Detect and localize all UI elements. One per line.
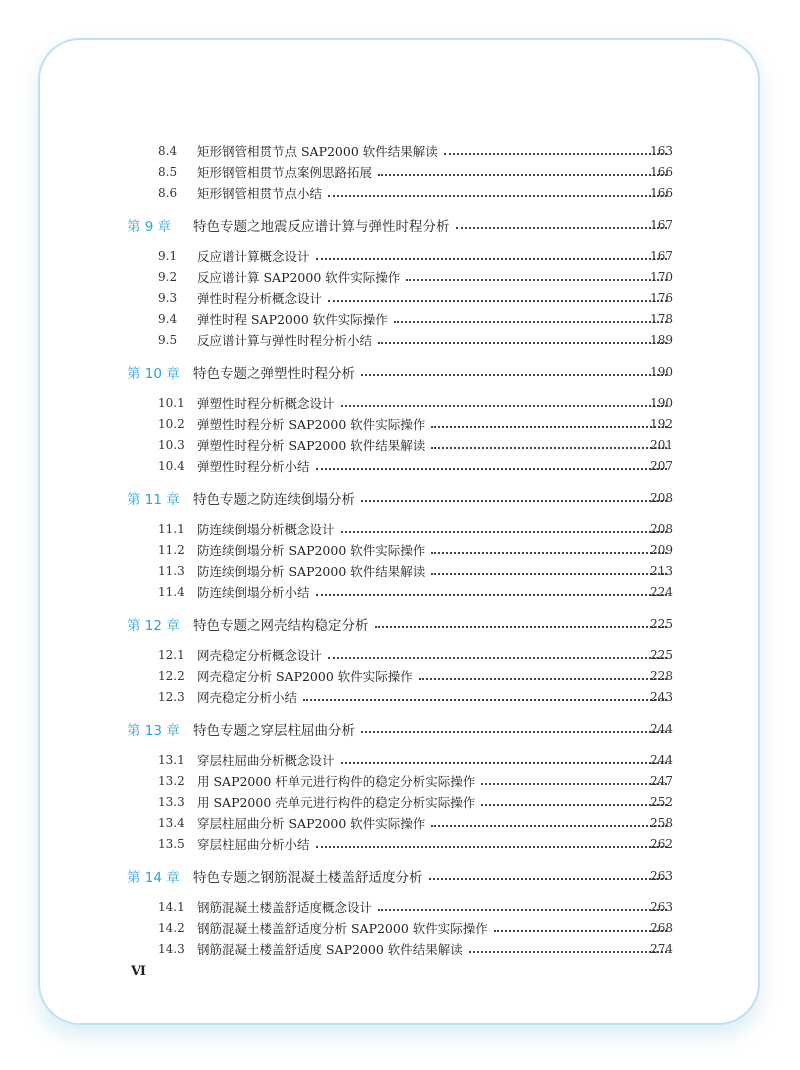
entry-page: 224 xyxy=(650,585,673,599)
entry-number: 9.5 xyxy=(158,333,178,347)
entry-number: 第 12 章 xyxy=(127,618,180,634)
entry-page: 213 xyxy=(650,564,673,578)
entry-title: 防连续倒塌分析 SAP2000 软件结果解读 xyxy=(197,564,426,579)
entry-title: 特色专题之穿层柱屈曲分析 xyxy=(193,723,355,739)
dot-leader xyxy=(316,846,667,848)
entry-page: 166 xyxy=(650,165,673,179)
toc-chapter-entry[interactable] xyxy=(0,362,800,382)
dot-leader xyxy=(456,227,668,229)
entry-title: 钢筋混凝土楼盖舒适度分析 SAP2000 软件实际操作 xyxy=(197,921,488,936)
entry-title-wrap xyxy=(197,835,673,853)
entry-number: 8.5 xyxy=(158,165,178,179)
entry-page: 263 xyxy=(650,900,673,914)
entry-page: 207 xyxy=(650,459,673,473)
entry-title-wrap xyxy=(197,184,673,202)
entry-page: 252 xyxy=(650,795,673,809)
entry-title-wrap xyxy=(197,688,673,706)
entry-number: 13.4 xyxy=(158,816,185,830)
entry-title-wrap xyxy=(193,719,673,739)
entry-title: 穿层柱屈曲分析小结 xyxy=(197,837,310,852)
entry-title: 弹性时程 SAP2000 软件实际操作 xyxy=(197,312,388,327)
entry-page: 225 xyxy=(650,617,673,631)
entry-title: 特色专题之防连续倒塌分析 xyxy=(193,492,355,508)
dot-leader xyxy=(431,825,667,827)
dot-leader xyxy=(378,342,667,344)
entry-title: 用 SAP2000 壳单元进行构件的稳定分析实际操作 xyxy=(197,795,476,810)
entry-number: 10.4 xyxy=(158,459,185,473)
entry-title-wrap xyxy=(197,310,673,328)
entry-number: 11.4 xyxy=(158,585,185,599)
entry-title-wrap xyxy=(193,215,673,235)
entry-page: 244 xyxy=(650,753,673,767)
entry-title: 特色专题之钢筋混凝土楼盖舒适度分析 xyxy=(193,870,423,886)
entry-title: 矩形钢管相贯节点小结 xyxy=(197,186,323,201)
dot-leader xyxy=(316,468,667,470)
entry-page: 263 xyxy=(650,869,673,883)
entry-page: 228 xyxy=(650,669,673,683)
dot-leader xyxy=(361,374,667,376)
entry-title: 网壳稳定分析 SAP2000 软件实际操作 xyxy=(197,669,413,684)
entry-title-wrap xyxy=(197,247,673,265)
entry-page: 167 xyxy=(650,218,673,232)
dot-leader xyxy=(361,500,667,502)
dot-leader xyxy=(341,531,667,533)
entry-title: 反应谱计算概念设计 xyxy=(197,249,310,264)
toc-section-entry[interactable] xyxy=(0,666,800,686)
dot-leader xyxy=(444,153,667,155)
entry-title-wrap xyxy=(197,646,673,664)
entry-title-wrap xyxy=(197,919,673,937)
toc-chapter-entry[interactable] xyxy=(0,866,800,886)
dot-leader xyxy=(341,405,667,407)
entry-number: 12.3 xyxy=(158,690,185,704)
entry-title-wrap xyxy=(197,268,673,286)
entry-title-wrap xyxy=(197,793,673,811)
entry-title-wrap xyxy=(197,289,673,307)
entry-page: 244 xyxy=(650,722,673,736)
entry-title-wrap xyxy=(197,520,673,538)
entry-title-wrap xyxy=(197,142,673,160)
entry-title-wrap xyxy=(197,331,673,349)
entry-number: 13.2 xyxy=(158,774,185,788)
entry-title: 特色专题之地震反应谱计算与弹性时程分析 xyxy=(193,219,450,235)
entry-page: 201 xyxy=(650,438,673,452)
entry-page: 209 xyxy=(650,543,673,557)
entry-title-wrap xyxy=(197,436,673,454)
dot-leader xyxy=(406,279,667,281)
entry-title: 防连续倒塌分析小结 xyxy=(197,585,310,600)
dot-leader xyxy=(328,300,667,302)
entry-number: 11.1 xyxy=(158,522,185,536)
toc-section-entry[interactable] xyxy=(0,561,800,581)
entry-title-wrap xyxy=(193,866,673,886)
toc-section-entry[interactable] xyxy=(0,519,800,539)
entry-title: 反应谱计算与弹性时程分析小结 xyxy=(197,333,373,348)
toc-section-entry[interactable] xyxy=(0,183,800,203)
entry-title-wrap xyxy=(197,814,673,832)
dot-leader xyxy=(431,552,667,554)
toc-section-entry[interactable] xyxy=(0,750,800,770)
toc-section-entry[interactable] xyxy=(0,834,800,854)
entry-number: 第 9 章 xyxy=(127,219,172,235)
entry-title-wrap xyxy=(197,940,673,958)
entry-page: 163 xyxy=(650,144,673,158)
entry-title: 特色专题之弹塑性时程分析 xyxy=(193,366,355,382)
entry-title-wrap xyxy=(193,614,673,634)
entry-number: 9.1 xyxy=(158,249,178,263)
dot-leader xyxy=(361,731,667,733)
dot-leader xyxy=(328,195,667,197)
entry-number: 第 10 章 xyxy=(127,366,180,382)
entry-title: 特色专题之网壳结构稳定分析 xyxy=(193,618,369,634)
entry-title-wrap xyxy=(197,415,673,433)
entry-title-wrap xyxy=(197,163,673,181)
dot-leader xyxy=(394,321,667,323)
entry-title: 矩形钢管相贯节点案例思路拓展 xyxy=(197,165,373,180)
entry-title-wrap xyxy=(193,488,673,508)
entry-number: 第 11 章 xyxy=(127,492,180,508)
entry-page: 262 xyxy=(650,837,673,851)
toc-section-entry[interactable] xyxy=(0,456,800,476)
entry-title: 反应谱计算 SAP2000 软件实际操作 xyxy=(197,270,401,285)
entry-page: 243 xyxy=(650,690,673,704)
entry-title-wrap xyxy=(197,583,673,601)
toc-section-entry[interactable] xyxy=(0,435,800,455)
entry-number: 12.2 xyxy=(158,669,185,683)
dot-leader xyxy=(316,594,667,596)
dot-leader xyxy=(303,699,667,701)
entry-title-wrap xyxy=(197,562,673,580)
dot-leader xyxy=(419,678,667,680)
toc-section-entry[interactable] xyxy=(0,645,800,665)
entry-page: 258 xyxy=(650,816,673,830)
dot-leader xyxy=(481,783,667,785)
toc-section-entry[interactable] xyxy=(0,309,800,329)
entry-title: 弹性时程分析概念设计 xyxy=(197,291,323,306)
toc-section-entry[interactable] xyxy=(0,792,800,812)
entry-page: 190 xyxy=(650,396,673,410)
toc-section-entry[interactable] xyxy=(0,246,800,266)
entry-number: 12.1 xyxy=(158,648,185,662)
dot-leader xyxy=(375,626,668,628)
entry-title: 网壳稳定分析概念设计 xyxy=(197,648,323,663)
toc-section-entry[interactable] xyxy=(0,813,800,833)
entry-page: 190 xyxy=(650,365,673,379)
entry-page: 225 xyxy=(650,648,673,662)
entry-number: 14.3 xyxy=(158,942,185,956)
toc-section-entry[interactable] xyxy=(0,540,800,560)
toc-chapter-entry[interactable] xyxy=(0,488,800,508)
dot-leader xyxy=(378,174,667,176)
entry-number: 8.6 xyxy=(158,186,178,200)
entry-number: 14.1 xyxy=(158,900,185,914)
toc-chapter-entry[interactable] xyxy=(0,719,800,739)
entry-number: 10.1 xyxy=(158,396,185,410)
entry-number: 14.2 xyxy=(158,921,185,935)
toc-section-entry[interactable] xyxy=(0,582,800,602)
toc-section-entry[interactable] xyxy=(0,414,800,434)
toc-chapter-entry[interactable] xyxy=(0,614,800,634)
toc-section-entry[interactable] xyxy=(0,162,800,182)
toc-section-entry[interactable] xyxy=(0,771,800,791)
toc-chapter-entry[interactable] xyxy=(0,215,800,235)
entry-title: 穿层柱屈曲分析概念设计 xyxy=(197,753,335,768)
entry-number: 10.2 xyxy=(158,417,185,431)
toc-section-entry[interactable] xyxy=(0,939,800,959)
entry-title: 网壳稳定分析小结 xyxy=(197,690,298,705)
dot-leader xyxy=(378,909,667,911)
entry-title: 防连续倒塌分析 SAP2000 软件实际操作 xyxy=(197,543,426,558)
dot-leader xyxy=(341,762,667,764)
entry-number: 8.4 xyxy=(158,144,178,158)
entry-title: 钢筋混凝土楼盖舒适度概念设计 xyxy=(197,900,373,915)
dot-leader xyxy=(469,951,667,953)
entry-title-wrap xyxy=(197,394,673,412)
entry-title: 防连续倒塌分析概念设计 xyxy=(197,522,335,537)
entry-title: 弹塑性时程分析 SAP2000 软件实际操作 xyxy=(197,417,426,432)
toc-section-entry[interactable] xyxy=(0,267,800,287)
entry-page: 167 xyxy=(650,249,673,263)
dot-leader xyxy=(481,804,667,806)
entry-page: 268 xyxy=(650,921,673,935)
toc-section-entry[interactable] xyxy=(0,330,800,350)
entry-title-wrap xyxy=(197,751,673,769)
toc-section-entry[interactable] xyxy=(0,918,800,938)
entry-title-wrap xyxy=(197,772,673,790)
entry-page: 170 xyxy=(650,270,673,284)
entry-number: 第 13 章 xyxy=(127,723,180,739)
entry-page: 208 xyxy=(650,491,673,505)
entry-title: 矩形钢管相贯节点 SAP2000 软件结果解读 xyxy=(197,144,438,159)
entry-number: 13.3 xyxy=(158,795,185,809)
entry-page: 274 xyxy=(650,942,673,956)
dot-leader xyxy=(494,930,667,932)
dot-leader xyxy=(431,447,667,449)
entry-number: 13.5 xyxy=(158,837,185,851)
entry-title-wrap xyxy=(197,898,673,916)
entry-title: 弹塑性时程分析概念设计 xyxy=(197,396,335,411)
entry-page: 247 xyxy=(650,774,673,788)
entry-title-wrap xyxy=(193,362,673,382)
toc-section-entry[interactable] xyxy=(0,687,800,707)
entry-number: 13.1 xyxy=(158,753,185,767)
entry-page: 176 xyxy=(650,291,673,305)
dot-leader xyxy=(431,426,667,428)
dot-leader xyxy=(431,573,667,575)
entry-title-wrap xyxy=(197,541,673,559)
toc-section-entry[interactable] xyxy=(0,141,800,161)
entry-page: 208 xyxy=(650,522,673,536)
entry-number: 第 14 章 xyxy=(127,870,180,886)
entry-number: 10.3 xyxy=(158,438,185,452)
page-folio: Ⅵ xyxy=(131,964,146,979)
entry-page: 189 xyxy=(650,333,673,347)
entry-title: 弹塑性时程分析 SAP2000 软件结果解读 xyxy=(197,438,426,453)
entry-number: 11.3 xyxy=(158,564,185,578)
entry-page: 166 xyxy=(650,186,673,200)
entry-number: 11.2 xyxy=(158,543,185,557)
entry-number: 9.4 xyxy=(158,312,178,326)
entry-title: 钢筋混凝土楼盖舒适度 SAP2000 软件结果解读 xyxy=(197,942,463,957)
dot-leader xyxy=(328,657,667,659)
entry-number: 9.3 xyxy=(158,291,178,305)
dot-leader xyxy=(316,258,667,260)
toc-section-entry[interactable] xyxy=(0,393,800,413)
toc-section-entry[interactable] xyxy=(0,897,800,917)
entry-page: 192 xyxy=(650,417,673,431)
entry-title-wrap xyxy=(197,457,673,475)
entry-title: 用 SAP2000 杆单元进行构件的稳定分析实际操作 xyxy=(197,774,476,789)
entry-title: 穿层柱屈曲分析 SAP2000 软件实际操作 xyxy=(197,816,426,831)
entry-title-wrap xyxy=(197,667,673,685)
dot-leader xyxy=(429,878,668,880)
entry-title: 弹塑性时程分析小结 xyxy=(197,459,310,474)
entry-number: 9.2 xyxy=(158,270,178,284)
toc-section-entry[interactable] xyxy=(0,288,800,308)
entry-page: 178 xyxy=(650,312,673,326)
